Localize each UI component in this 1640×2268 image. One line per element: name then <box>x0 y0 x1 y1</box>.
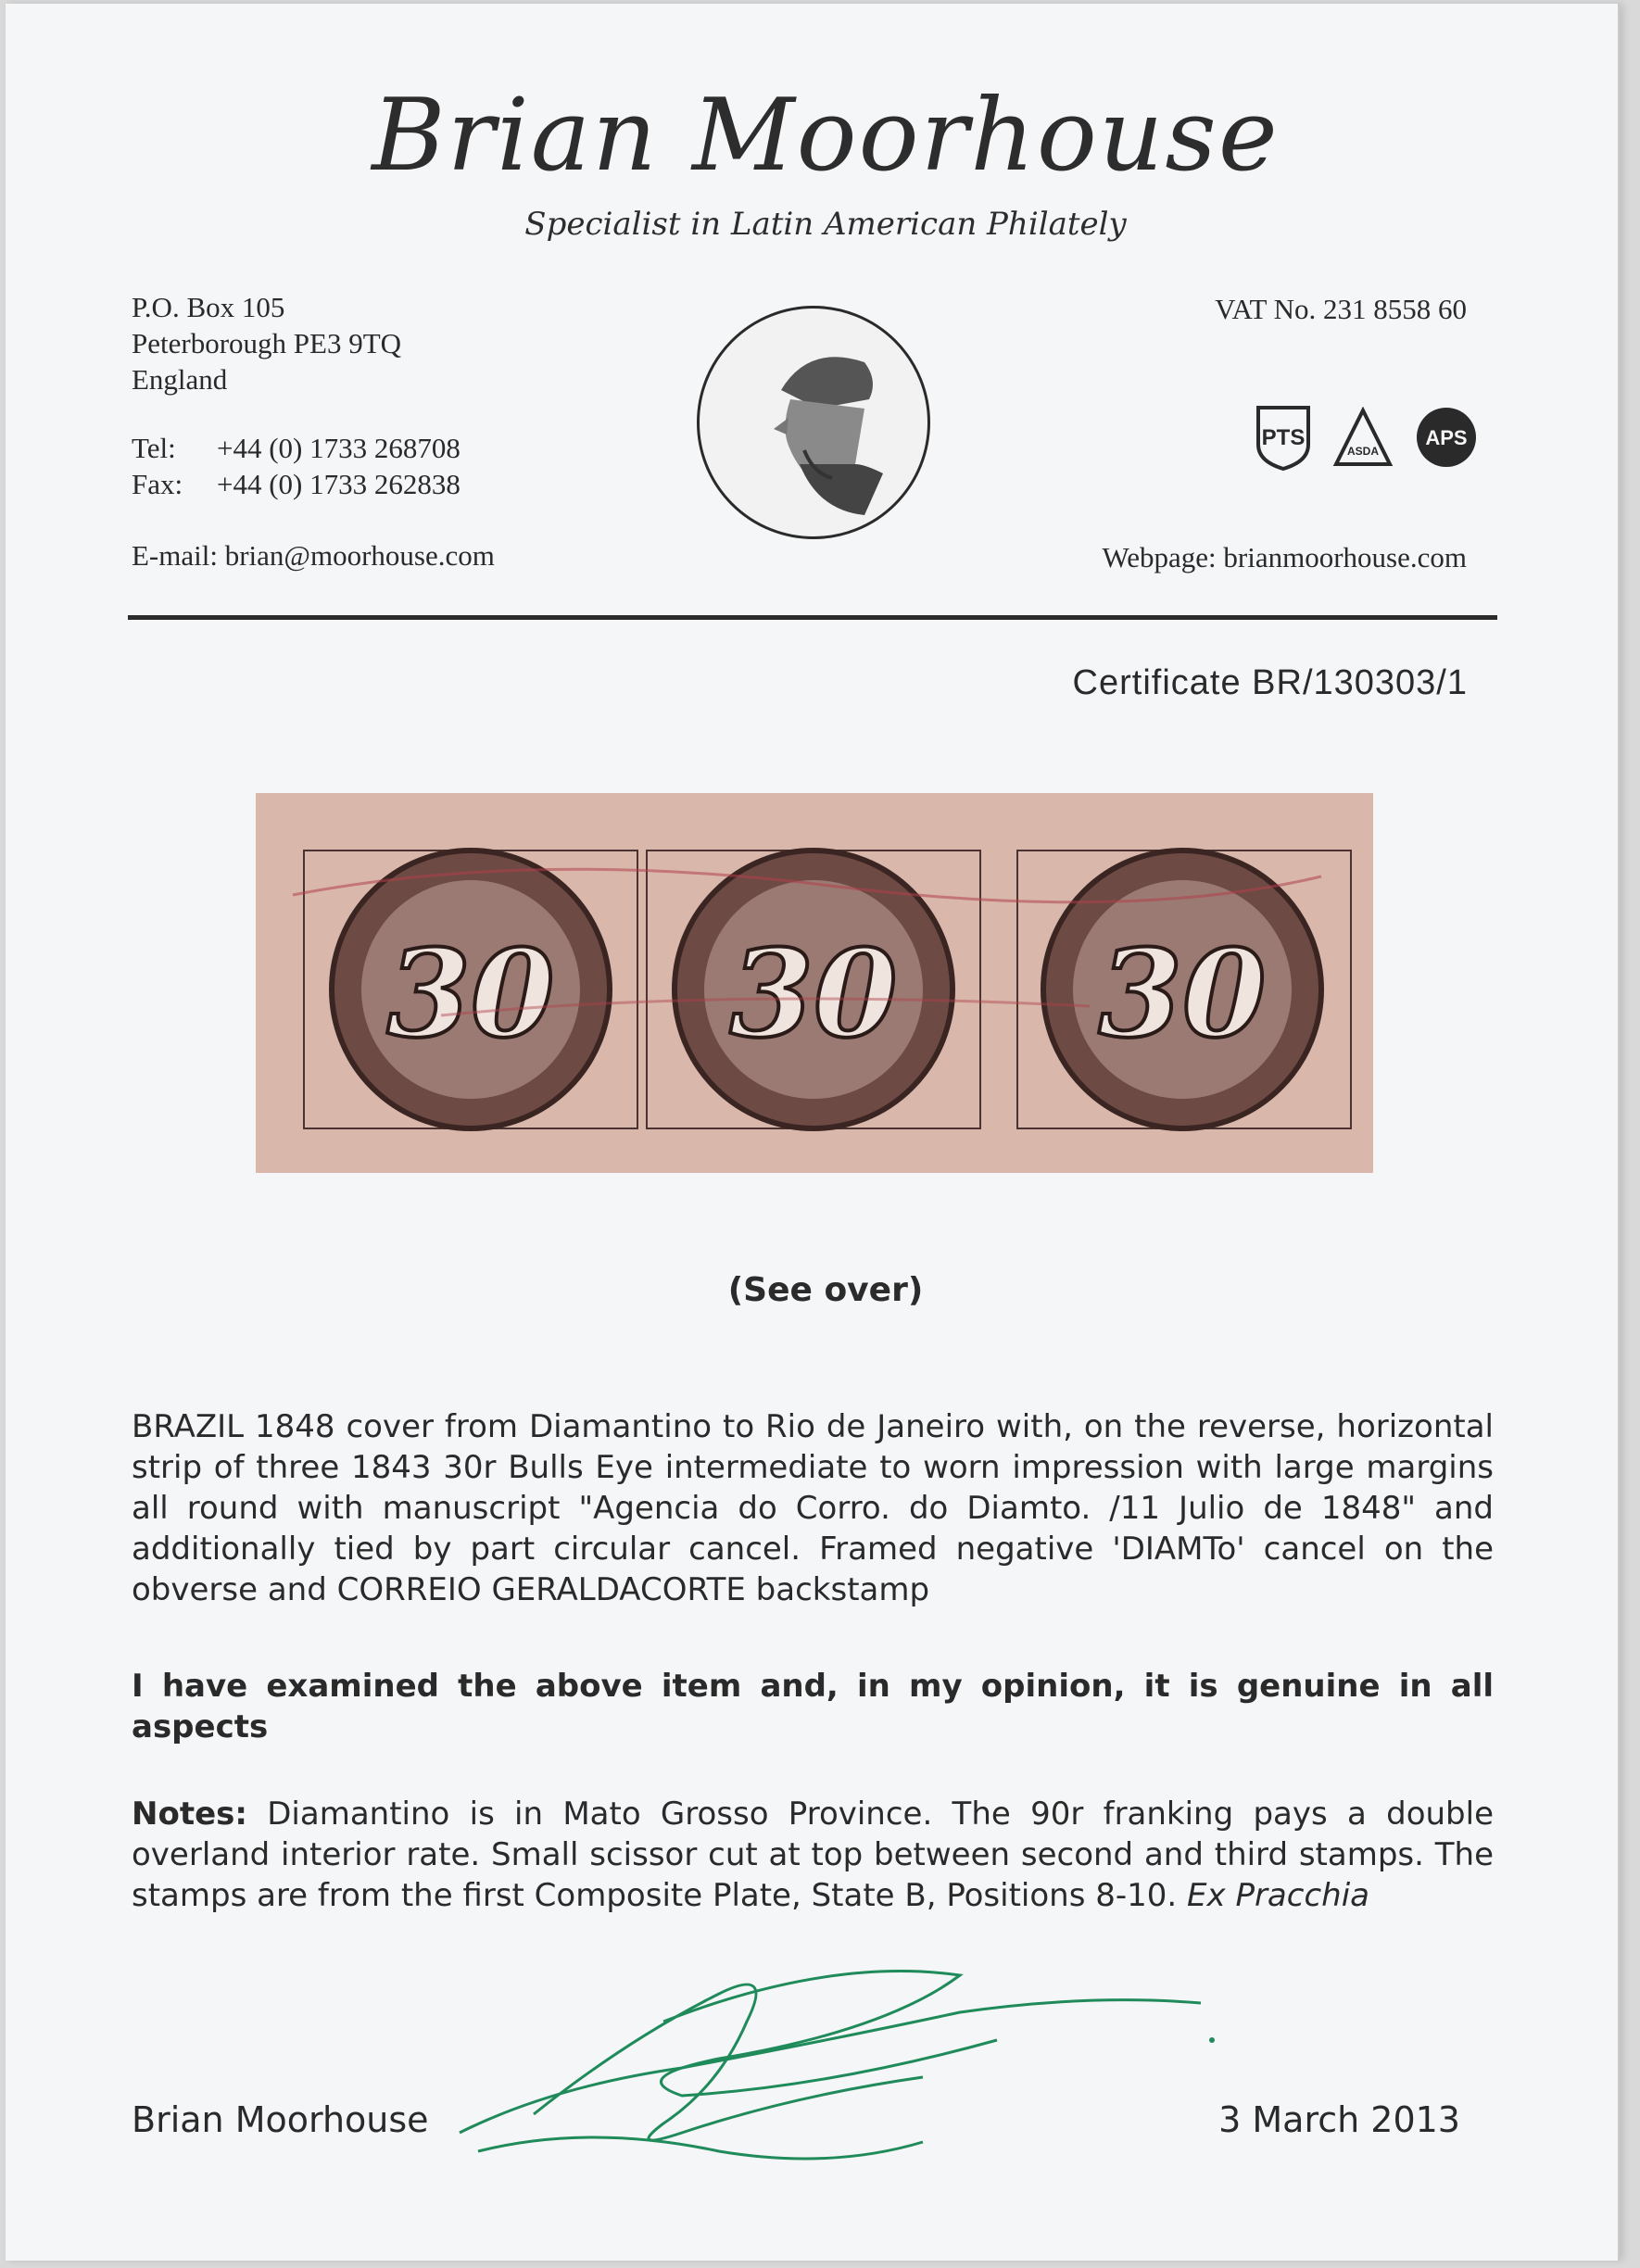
handwritten-signature <box>441 1938 1256 2188</box>
stamp-1-numeral: 30 <box>386 923 555 1065</box>
vat-number: VAT No. 231 8558 60 <box>1215 293 1467 325</box>
aps-logo-text: APS <box>1425 426 1468 449</box>
tel-number: +44 (0) 1733 268708 <box>217 432 460 464</box>
portrait-engraving <box>716 325 911 520</box>
fax-label: Fax: <box>132 468 183 500</box>
stamp-2-numeral: 30 <box>729 923 898 1065</box>
portrait-medallion <box>697 306 930 539</box>
address-line-1: P.O. Box 105 <box>132 291 285 323</box>
certificate-date: 3 March 2013 <box>1218 2099 1460 2140</box>
item-description: BRAZIL 1848 cover from Diamantino to Rio de Janeiro with, on the reverse, horizontal strip of three 1843 30r Bulls Eye intermediate to worn impression with large margins all round with manuscript "Agencia do Corro. do Diamto. /11 Julio de 1848" and additionally tied by part circular cancel. Framed negative 'DIAMTo' cancel on the obverse and CORREIO GERALDACORTE backstamp <box>132 1408 1494 1608</box>
association-logos <box>1255 404 1479 471</box>
see-over-note: (See over) <box>727 1271 924 1309</box>
email-text: E-mail: brian@moorhouse.com <box>132 539 495 572</box>
certificate-number: Certificate BR/130303/1 <box>1072 663 1468 702</box>
aps-logo-icon <box>1414 405 1479 470</box>
address-line-3: England <box>132 363 228 396</box>
notes-provenance: Ex Pracchia <box>1187 1877 1369 1914</box>
expert-opinion: I have examined the above item and, in my opinion, it is genuine in all aspects <box>132 1668 1494 1745</box>
tel-label: Tel: <box>132 432 176 464</box>
header-divider <box>128 615 1497 620</box>
stamp-3-numeral: 30 <box>1098 923 1267 1065</box>
pts-logo-icon <box>1255 404 1312 471</box>
brand-tagline: Specialist in Latin American Philately <box>524 206 1127 243</box>
webpage-text: Webpage: brianmoorhouse.com <box>1102 541 1467 573</box>
pts-logo-text: PTS <box>1261 425 1306 450</box>
asda-logo-icon <box>1332 407 1394 468</box>
phone-block <box>132 430 460 502</box>
address-line-2: Peterborough PE3 9TQ <box>132 327 402 359</box>
signer-name: Brian Moorhouse <box>132 2099 429 2140</box>
certificate-sheet <box>6 4 1620 2261</box>
brand-name: Brian Moorhouse <box>372 78 1280 194</box>
asda-logo-text: ASDA <box>1346 445 1380 458</box>
stamp-strip-image <box>256 793 1373 1173</box>
postal-address <box>132 289 401 397</box>
notes-label: Notes: <box>132 1796 247 1833</box>
fax-number: +44 (0) 1733 262838 <box>217 468 460 500</box>
notes-paragraph <box>132 1794 1494 1916</box>
notes-text: Diamantino is in Mato Grosso Province. The 90r franking pays a double overland interior rate. Small scissor cut at top between second and third stamps. The stamps are from the first Composite Plate, State B, Positions 8-10. <box>132 1796 1494 1914</box>
